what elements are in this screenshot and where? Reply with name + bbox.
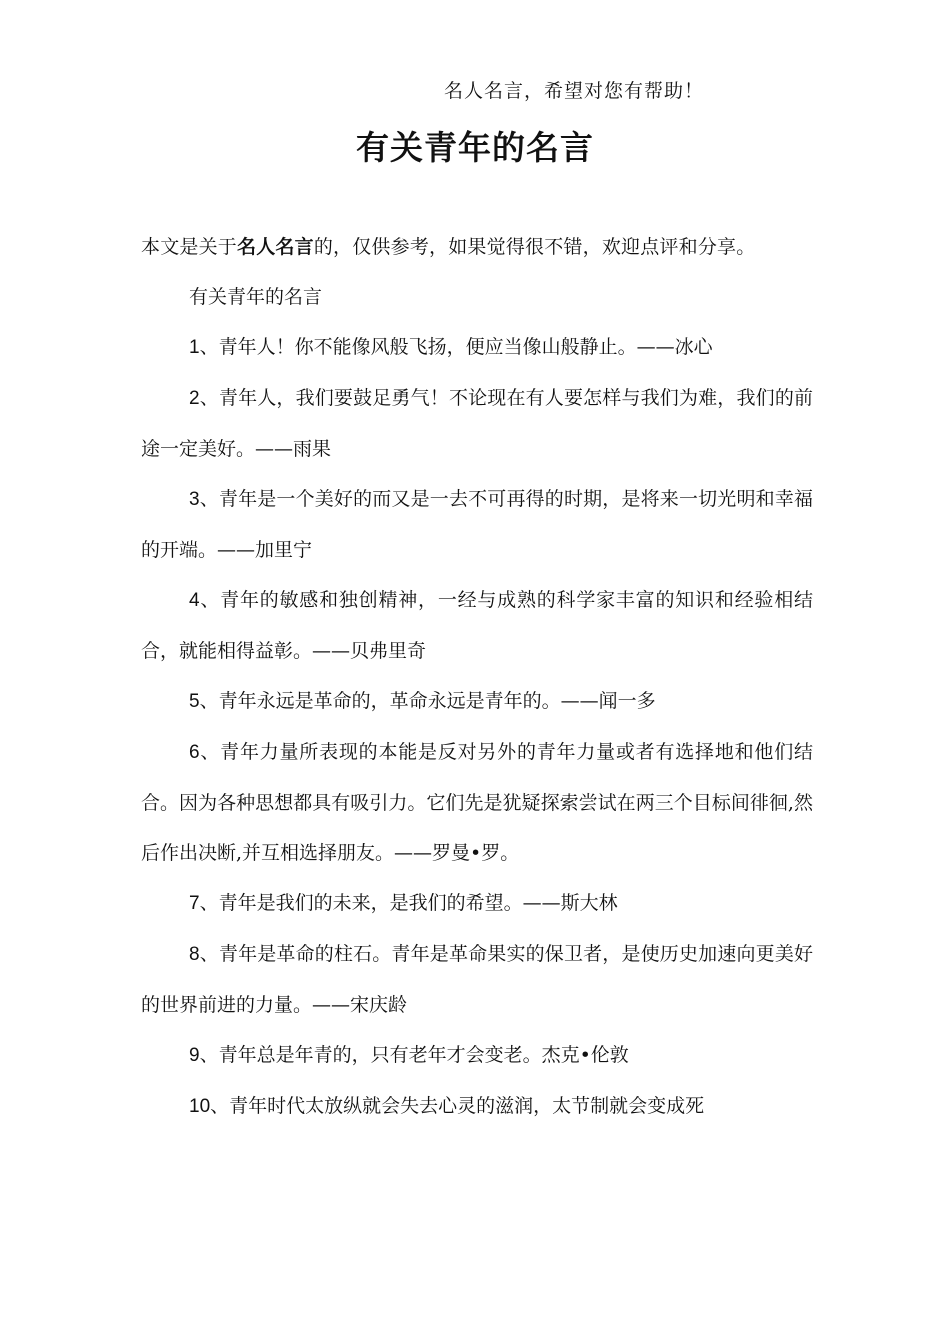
quote-text: 、青年时代太放纵就会失去心灵的滋润，太节制就会变成死 [210,1095,705,1117]
quote-number: 9 [189,1045,200,1066]
quote-text: 、青年的敏感和独创精神，一经与成熟的科学家丰富的知识和经验相结合，就能相得益彰。——贝弗里奇 [141,589,813,662]
quote-number: 5 [189,691,200,712]
quote-text: 、青年是一个美好的而又是一去不可再得的时期，是将来一切光明和幸福的开端。——加里宁 [141,488,813,561]
intro-keyword: 名人名言 [237,236,314,258]
quote-number: 2 [189,388,200,409]
quote-text: 、青年总是年青的，只有老年才会变老。杰克•伦敦 [199,1044,629,1066]
intro-suffix: 的，仅供参考，如果觉得很不错，欢迎点评和分享。 [313,236,756,258]
quote-text: 、青年是革命的柱石。青年是革命果实的保卫者，是使历史加速向更美好的世界前进的力量。——宋庆龄 [141,943,813,1016]
quote-item [141,878,813,929]
quote-item [141,727,813,878]
quote-item [141,474,813,575]
document-body [141,222,813,1132]
intro-prefix: 本文是关于 [141,236,238,258]
quote-item [141,676,813,727]
quote-text: 、青年力量所表现的本能是反对另外的青年力量或者有选择地和他们结合。因为各种思想都具有吸引力。它们先是犹疑探索尝试在两三个目标间徘徊,然后作出决断,并互相选择朋友。——罗曼•罗。 [141,741,813,864]
section-subtitle: 有关青年的名言 [189,286,323,308]
quote-item [141,322,813,373]
quote-number: 10 [189,1096,211,1117]
quote-text: 、青年人，我们要鼓足勇气！不论现在有人要怎样与我们为难，我们的前途一定美好。——雨果 [141,387,813,460]
quote-text: 、青年是我们的未来，是我们的希望。——斯大林 [199,892,618,914]
quote-number: 1 [189,337,200,358]
page-title: 有关青年的名言 [356,128,594,167]
quote-number: 8 [189,944,200,965]
header-note: 名人名言，希望对您有帮助！ [444,80,705,102]
quote-item [141,1030,813,1081]
quote-number: 3 [189,489,200,510]
intro-paragraph [141,222,813,272]
quote-item [141,575,813,676]
quote-text: 、青年永远是革命的，革命永远是青年的。——闻一多 [199,690,656,712]
quote-number: 4 [189,590,200,611]
quote-item [141,929,813,1030]
quote-text: 、青年人！你不能像风般飞扬，便应当像山般静止。——冰心 [199,336,713,358]
quote-number: 6 [189,742,200,763]
quote-number: 7 [189,893,200,914]
quote-item [141,1081,813,1132]
quote-item [141,373,813,474]
